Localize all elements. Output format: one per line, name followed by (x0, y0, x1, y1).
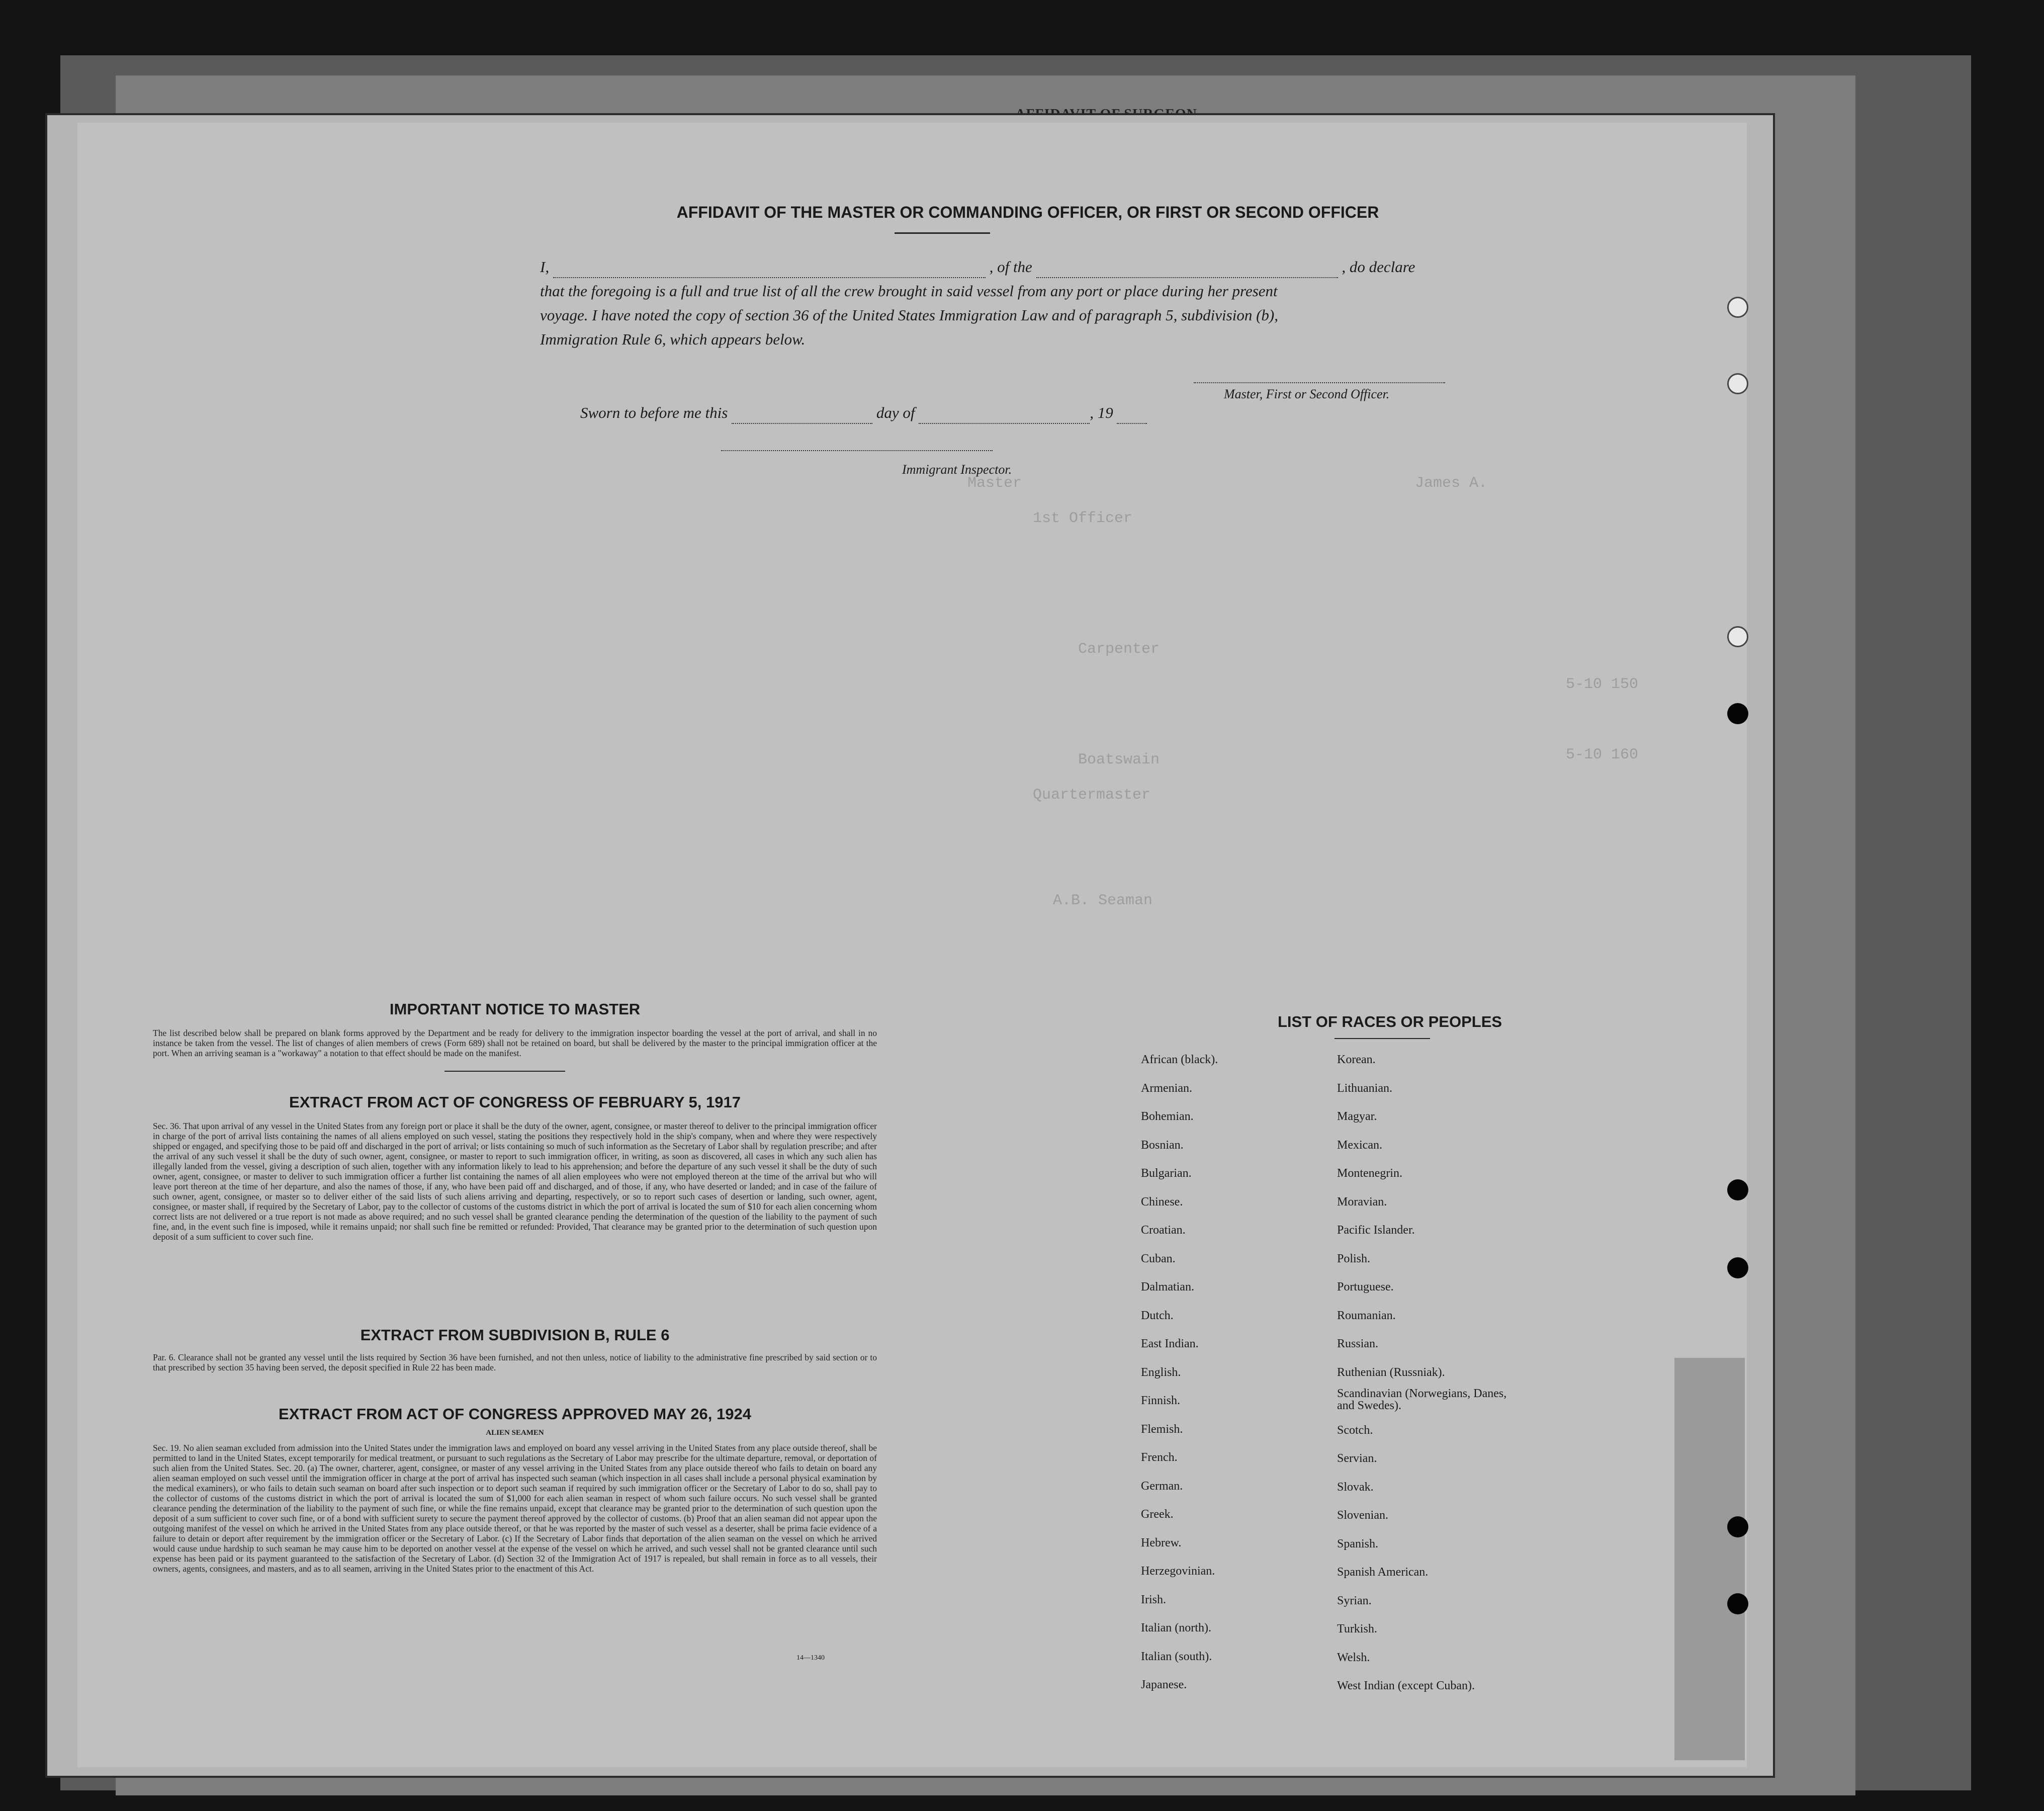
extract-1924-subtitle: ALIEN SEAMEN (486, 1429, 544, 1437)
race-item: Scandinavian (Norwegians, Danes, and Swedes). (1337, 1387, 1507, 1412)
race-item: English. (1141, 1365, 1181, 1379)
binder-hole (1727, 1257, 1748, 1278)
bleed-through: 5-10 160 (1566, 746, 1639, 763)
race-item: Hebrew. (1141, 1536, 1182, 1549)
declaration-declare: , do declare (1342, 258, 1415, 276)
binder-hole (1727, 703, 1748, 724)
race-item: Scotch. (1337, 1423, 1373, 1437)
race-item: Russian. (1337, 1337, 1379, 1350)
page-fold-shadow (1674, 1358, 1745, 1760)
race-item: Armenian. (1141, 1081, 1192, 1095)
bleed-through: Boatswain (1078, 751, 1160, 768)
sworn-year-blank[interactable] (1117, 422, 1147, 424)
race-item: Korean. (1337, 1053, 1376, 1066)
notice-rule (445, 1071, 565, 1072)
binder-hole (1727, 1179, 1748, 1200)
sworn-day-of: day of (876, 404, 915, 421)
race-item: Bohemian. (1141, 1110, 1194, 1123)
race-item: Chinese. (1141, 1195, 1183, 1209)
race-item: Mexican. (1337, 1138, 1382, 1152)
binder-hole (1727, 626, 1748, 647)
sworn-text: Sworn to before me this (580, 404, 728, 421)
race-item: Slovenian. (1337, 1509, 1388, 1522)
race-item: Dalmatian. (1141, 1280, 1194, 1293)
race-item: French. (1141, 1451, 1178, 1464)
declaration-line-1 (540, 256, 1485, 278)
race-item: Flemish. (1141, 1422, 1183, 1436)
race-item: Servian. (1337, 1452, 1377, 1465)
declaration-i: I, (540, 258, 550, 276)
race-item: Ruthenian (Russniak). (1337, 1365, 1445, 1379)
sworn-month-blank[interactable] (919, 422, 1090, 424)
page-paper (77, 123, 1747, 1767)
sworn-day-blank[interactable] (732, 422, 872, 424)
declaration-line-2: that the foregoing is a full and true list of all the crew brought in said vessel from any port or place during her present (540, 282, 1278, 300)
race-item: Polish. (1337, 1252, 1371, 1265)
binder-hole (1727, 1516, 1748, 1537)
title-rule (895, 232, 990, 234)
bleed-through: Carpenter (1078, 641, 1160, 658)
race-item: Croatian. (1141, 1224, 1186, 1237)
race-item: German. (1141, 1479, 1183, 1493)
notice-title: IMPORTANT NOTICE TO MASTER (389, 1000, 641, 1018)
race-item: Roumanian. (1337, 1309, 1396, 1322)
affidavit-title: AFFIDAVIT OF THE MASTER OR COMMANDING OFFICER, OR FIRST OR SECOND OFFICER (676, 203, 1379, 221)
vessel-blank[interactable] (1036, 277, 1338, 278)
race-item: West Indian (except Cuban). (1337, 1679, 1475, 1692)
extract-1917-text: Sec. 36. That upon arrival of any vessel in the United States from any foreign port or place it shall be the duty of the owner, agent, consignee, or master thereof to deliver to the principal immigration officer in charge of the port of arrival lists containing the names of all aliens employed on such vessel, stating the positions they respectively hold in the ship's company, when and where they were respectively shipped or engaged, and specifying those to be paid off and discharged in the port of arrival; or lists containing so much of such information as the Secretary of Labor shall by regulation prescribe; and after the arrival of any such vessel it shall be the duty of such owner, agent, consignee, or master to report to such immigration officer, in writing, as soon as discovered, all cases in which any such alien has illegally landed from the vessel, giving a description of such alien, together with any information likely to lead to his apprehension; and before the departure of any such vessel it shall be the duty of such owner, agent, consignee, or master to deliver to such immigration officer a further list containing the names of all alien employees who were not employed thereon at the time of the arrival but who will leave port thereon at the time of her departure, and also the names of those, if any, who have been paid off and discharged, and of those, if any, who have deserted or landed; and in case of the failure of such owner, agent, consignee, or master so to deliver either of the said lists of such aliens arriving and departing, respectively, or so to report such cases of desertion or landing, such owner, agent, consignee, or master shall, if required by the Secretary of Labor, pay to the collector of customs of the customs district in which the port of arrival is located the sum of $10 for each alien concerning whom correct lists are not delivered or a true report is not made as above required; and no such vessel shall be granted clearance pending the determination of the question of the liability to the payment of such fine, and, in the event such fine is imposed, while it remains unpaid; nor shall such fine be remitted or refunded: Provided, That clearance may be granted prior to the determination of such question upon deposit of a sum sufficient to cover such fine. (153, 1121, 877, 1242)
binder-hole (1727, 297, 1748, 318)
race-item: African (black). (1141, 1053, 1218, 1066)
inspector-signature-line[interactable] (721, 450, 993, 451)
race-item: Syrian. (1337, 1594, 1372, 1607)
race-item: Italian (north). (1141, 1621, 1211, 1634)
race-item: Magyar. (1337, 1110, 1377, 1123)
declaration-of: , of the (989, 258, 1032, 276)
race-item: Bosnian. (1141, 1138, 1184, 1152)
race-item: Italian (south). (1141, 1650, 1212, 1663)
name-blank[interactable] (553, 277, 986, 278)
bleed-through: Quartermaster (1033, 787, 1151, 804)
race-item: East Indian. (1141, 1337, 1199, 1350)
sworn-year-prefix: , 19 (1090, 404, 1113, 421)
form-number: 14—1340 (796, 1654, 825, 1662)
race-item: Lithuanian. (1337, 1081, 1392, 1095)
notice-text: The list described below shall be prepared on blank forms approved by the Department and be ready for delivery to the immigration inspector boarding the vessel at the port of arrival, and shall in no instance be taken from the vessel. The list of changes of alien members of crews (Form 689) shall not be retained on board, but shall be delivered by the master to the principal immigration officer at the port. When an arriving seaman is a "workaway" a notation to that effect should be made on the manifest. (153, 1028, 877, 1058)
master-signature-line[interactable] (1194, 382, 1445, 383)
binder-hole (1727, 373, 1748, 394)
rule6-text: Par. 6. Clearance shall not be granted any vessel until the lists required by Section 36 have been furnished, and not then unless, notice of liability to the administrative fine prescribed by said section or to that prescribed by section 35 having been served, the deposit specified in Rule 22 has been made. (153, 1352, 877, 1372)
race-item: Spanish. (1337, 1537, 1379, 1550)
race-item: Cuban. (1141, 1252, 1176, 1265)
bleed-through: Master (967, 475, 1022, 492)
bleed-through: 1st Officer (1033, 510, 1133, 527)
race-item: Greek. (1141, 1508, 1174, 1521)
races-right-column (1337, 1046, 1508, 1700)
race-item: Moravian. (1337, 1195, 1387, 1209)
races-rule (1335, 1038, 1430, 1039)
rule6-title: EXTRACT FROM SUBDIVISION B, RULE 6 (360, 1326, 670, 1344)
master-signature-label: Master, First or Second Officer. (1224, 387, 1390, 401)
race-item: Welsh. (1337, 1651, 1370, 1664)
sworn-line (580, 402, 1526, 424)
race-item: Dutch. (1141, 1309, 1174, 1322)
race-item: Herzegovinian. (1141, 1565, 1215, 1578)
binder-hole (1727, 1593, 1748, 1614)
declaration-line-4: Immigration Rule 6, which appears below. (540, 330, 806, 348)
document-page (45, 113, 1775, 1778)
inspector-label: Immigrant Inspector. (902, 462, 1012, 477)
race-item: Irish. (1141, 1593, 1166, 1606)
races-title: LIST OF RACES OR PEOPLES (1277, 1013, 1502, 1030)
race-item: Montenegrin. (1337, 1167, 1402, 1180)
race-item: Bulgarian. (1141, 1167, 1192, 1180)
extract-1924-text: Sec. 19. No alien seaman excluded from admission into the United States under the immigration laws and employed on board any vessel arriving in the United States from any place outside thereof, shall be permitted to land in the United States, except temporarily for medical treatment, or pursuant to such regulations as the Secretary of Labor may prescribe for the ultimate departure, removal, or deportation of such alien from the United States. Sec. 20. (a) The owner, charterer, agent, consignee, or master of any vessel arriving in the United States from any place outside thereof who fails to detain on board any alien seaman employed on such vessel until the immigration officer in charge at the port of arrival has inspected such seaman (which inspection in all cases shall include a personal physical examination by the medical examiners), or who fails to detain such seaman on board after such inspection or to deport such seaman if required by such immigration officer or the Secretary of Labor to do so, shall pay to the collector of customs of the customs district in which the port of arrival is located the sum of $1,000 for each alien seaman in respect of whom such failure occurs. No such vessel shall be granted clearance pending the determination of the liability to the payment of such fine, or while the fine remains unpaid, except that clearance may be granted prior to the determination of such question upon the deposit of a sum sufficient to cover such fine, or of a bond with sufficient surety to secure the payment thereof approved by the collector of customs. (b) Proof that an alien seaman did not appear upon the outgoing manifest of the vessel on which he arrived in the United States from any place outside thereof, or that he was reported by the master of such vessel as a deserter, shall be prima facie evidence of a failure to detain or deport after requirement by the immigration officer or the Secretary of Labor. (c) If the Secretary of Labor finds that deportation of the alien seaman on the vessel on which he arrived would cause undue hardship to such seaman he may cause him to be deported on another vessel at the expense of the vessel on which he arrived, and such vessel shall not be granted clearance until such expense has been paid or its payment guaranteed to the satisfaction of the Secretary of Labor. (d) Section 32 of the Immigration Act of 1917 is repealed, but shall remain in force as to all vessels, their owners, agents, consignees, and masters, and as to all seamen, arriving in the United States prior to the enactment of this Act. (153, 1443, 877, 1574)
race-item: Spanish American. (1337, 1566, 1429, 1579)
extract-1917-title: EXTRACT FROM ACT OF CONGRESS OF FEBRUARY 5, 1917 (289, 1093, 741, 1111)
races-left-column (1141, 1046, 1218, 1699)
race-item: Japanese. (1141, 1678, 1187, 1691)
bleed-through: A.B. Seaman (1053, 892, 1153, 909)
bleed-through: James A. (1415, 475, 1488, 492)
race-item: Finnish. (1141, 1394, 1181, 1407)
race-item: Portuguese. (1337, 1280, 1394, 1293)
race-item: Slovak. (1337, 1480, 1374, 1494)
race-item: Turkish. (1337, 1622, 1377, 1635)
bleed-through: 5-10 150 (1566, 676, 1639, 693)
race-item: Pacific Islander. (1337, 1224, 1415, 1237)
declaration-line-3: voyage. I have noted the copy of section 36 of the United States Immigration Law and of paragraph 5, subdivision (b), (540, 306, 1278, 324)
extract-1924-title: EXTRACT FROM ACT OF CONGRESS APPROVED MAY 26, 1924 (279, 1405, 751, 1423)
